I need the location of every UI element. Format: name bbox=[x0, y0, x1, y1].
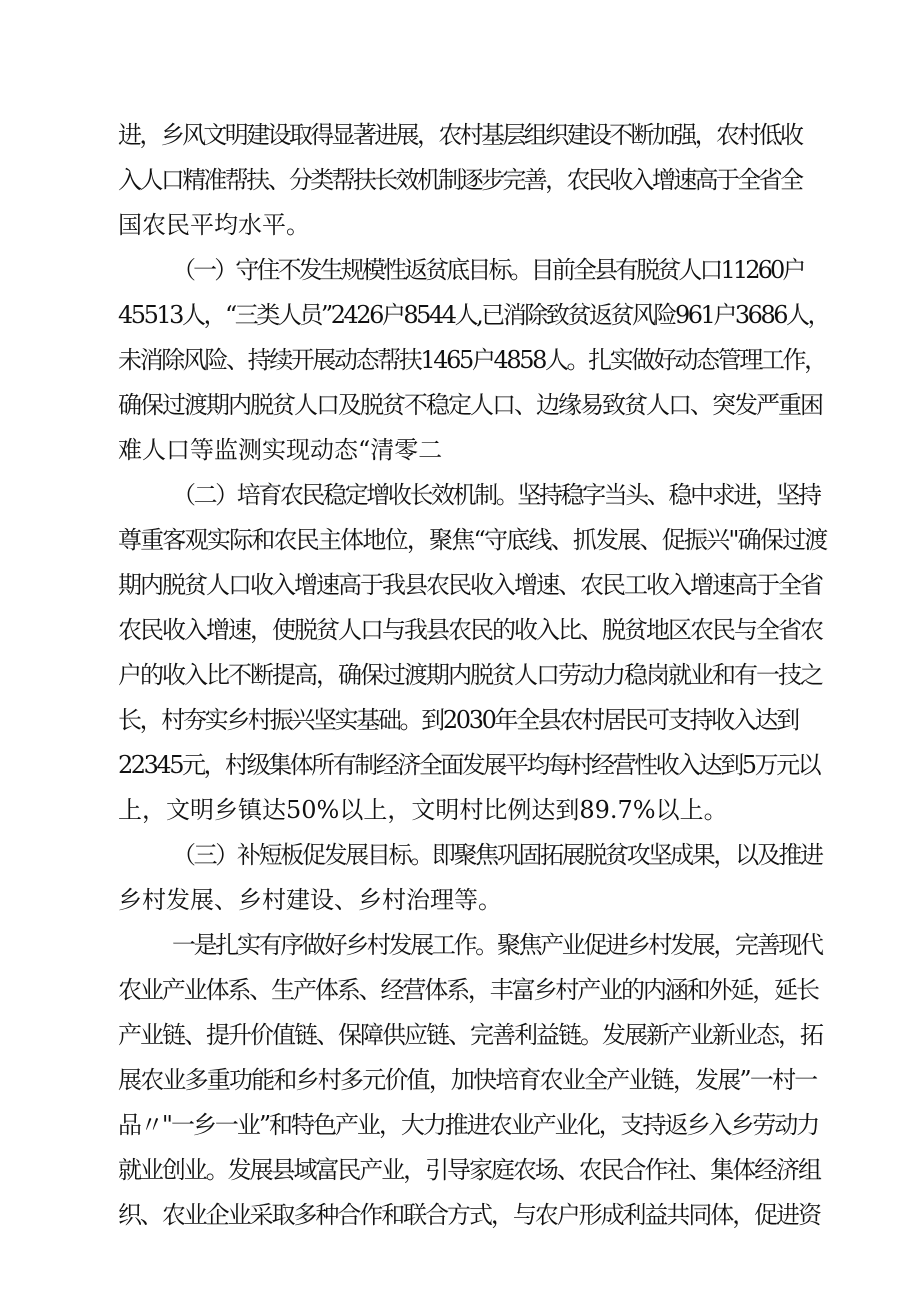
text-line: 农业产业体系、生产体系、经营体系，丰富乡村产业的内涵和外延，延长 bbox=[118, 976, 818, 1004]
text-line: 未消除风险、持续开展动态帮扶1465户4858人。扎实做好动态管理工作， bbox=[118, 346, 826, 374]
text-line: 织、农业企业采取多种合作和联合方式，与农户形成利益共同体，促进资 bbox=[118, 1201, 820, 1229]
text-line: 就业创业。发展县域富民产业，引导家庭农场、农民合作社、集体经济组 bbox=[118, 1156, 820, 1184]
text-line: 品〃"一乡一业”和特色产业，大力推进农业产业化，支持返乡入乡劳动力 bbox=[118, 1111, 819, 1139]
text-line: 产业链、提升价值链、保障供应链、完善利益链。发展新产业新业态，拓 bbox=[118, 1021, 822, 1049]
text-line: 尊重客观实际和农民主体地位，聚焦“守底线、抓发展、促振兴"确保过渡 bbox=[118, 526, 827, 554]
text-line: 45513人，“三类人员”2426户8544人,已消除致贫返贫风险961户3686人， bbox=[118, 301, 830, 329]
text-line: 难人口等监测实现动态“清零二 bbox=[118, 436, 443, 464]
text-line: 确保过渡期内脱贫人口及脱贫不稳定人口、边缘易致贫人口、突发严重困 bbox=[118, 391, 822, 419]
text-line: 国农民平均水平。 bbox=[118, 211, 310, 239]
text-line: 乡村发展、乡村建设、乡村治理等。 bbox=[118, 886, 502, 914]
text-line: 农民收入增速，使脱贫人口与我县农民的收入比、脱贫地区农民与全省农 bbox=[118, 616, 822, 644]
text-line: 进，乡风文明建设取得显著进展，农村基层组织建设不断加强，农村低收 bbox=[118, 121, 802, 149]
text-line: 上，文明乡镇达50%以上，文明村比例达到89.7%以上。 bbox=[118, 796, 728, 824]
text-line: 22345元，村级集体所有制经济全面发展平均每村经营性收入达到5万元以 bbox=[118, 751, 820, 779]
text-line: （三）补短板促发展目标。即聚焦巩固拓展脱贫攻坚成果，以及推进 bbox=[172, 841, 822, 869]
text-line: 一是扎实有序做好乡村发展工作。聚焦产业促进乡村发展，完善现代 bbox=[172, 931, 822, 959]
text-line: 入人口精准帮扶、分类帮扶长效机制逐步完善，农民收入增速高于全省全 bbox=[118, 166, 802, 194]
text-line: 展农业多重功能和乡村多元价值，加快培育农业全产业链，发展”一村一 bbox=[118, 1066, 817, 1094]
text-line: （二）培育农民稳定增收长效机制。坚持稳字当头、稳中求进，坚持 bbox=[172, 481, 820, 509]
text-line: 户的收入比不断提高，确保过渡期内脱贫人口劳动力稳岗就业和有一技之 bbox=[118, 661, 822, 689]
text-line: 长，村夯实乡村振兴坚实基础。到2030年全县农村居民可支持收入达到 bbox=[118, 706, 798, 734]
text-line: （一）守住不发生规模性返贫底目标。目前全县有脱贫人口11260户 bbox=[172, 256, 804, 284]
text-line: 期内脱贫人口收入增速高于我县农民收入增速、农民工收入增速高于全省 bbox=[118, 571, 822, 599]
